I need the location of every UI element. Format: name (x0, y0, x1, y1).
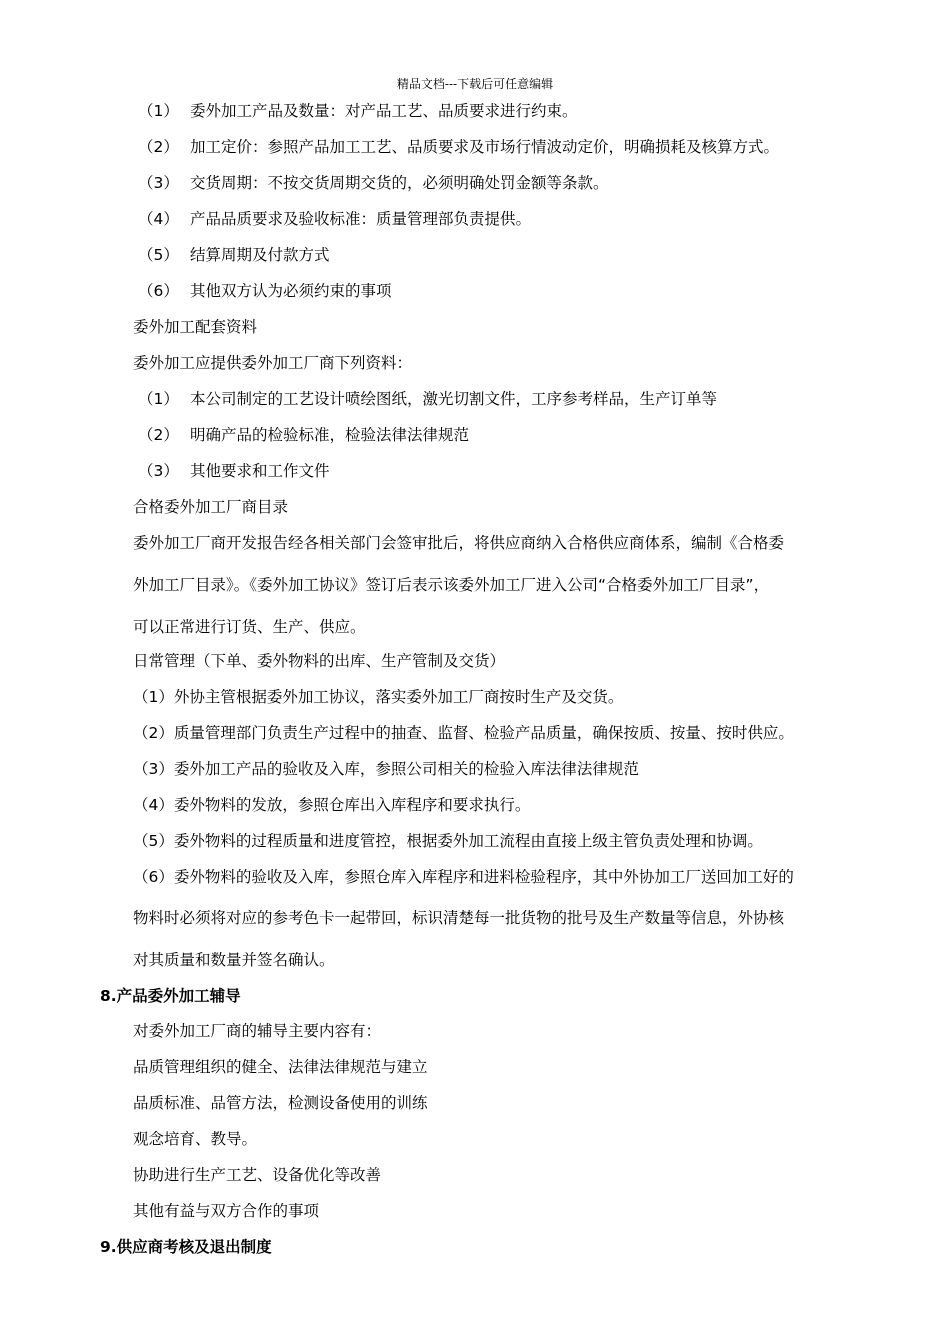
contract-item-text: 加工定价：参照产品加工工艺、品质要求及市场行情波动定价，明确损耗及核算方式。 (190, 138, 780, 156)
section-8-item: 品质管理组织的健全、法律法律规范与建立 (133, 1058, 428, 1076)
materials-item-number: （3） (138, 462, 179, 480)
directory-paragraph-line: 可以正常进行订货、生产、供应。 (133, 618, 366, 636)
materials-title: 委外加工配套资料 (133, 318, 258, 336)
materials-item-text: 其他要求和工作文件 (190, 462, 330, 480)
materials-item-text: 本公司制定的工艺设计喷绘图纸，激光切割文件，工序参考样品，生产订单等 (190, 390, 718, 408)
materials-item-number: （2） (138, 426, 179, 444)
daily-management-title: 日常管理（下单、委外物料的出库、生产管制及交货） (133, 652, 506, 670)
daily-item: （2）质量管理部门负责生产过程中的抽查、监督、检验产品质量，确保按质、按量、按时供应。 (133, 724, 794, 742)
contract-item-number: （5） (138, 246, 179, 264)
contract-item-number: （3） (138, 174, 179, 192)
materials-item-number: （1） (138, 390, 179, 408)
section-8-item: 其他有益与双方合作的事项 (133, 1202, 320, 1220)
section-9-heading: 9.供应商考核及退出制度 (100, 1238, 272, 1256)
directory-paragraph-line: 委外加工厂商开发报告经各相关部门会签审批后，将供应商纳入合格供应商体系，编制《合格委 (133, 534, 785, 552)
section-8-item: 品质标准、品管方法，检测设备使用的训练 (133, 1094, 428, 1112)
contract-item-text: 产品品质要求及验收标准：质量管理部负责提供。 (190, 210, 532, 228)
section-8-intro: 对委外加工厂商的辅导主要内容有： (133, 1022, 382, 1040)
section-8-heading: 8.产品委外加工辅导 (100, 987, 241, 1005)
contract-item-number: （1） (138, 102, 179, 120)
daily-item: （1）外协主管根据委外加工协议，落实委外加工厂商按时生产及交货。 (133, 688, 624, 706)
daily-item: （4）委外物料的发放，参照仓库出入库程序和要求执行。 (133, 796, 531, 814)
section-8-item: 观念培育、教导。 (133, 1130, 258, 1148)
contract-item-text: 结算周期及付款方式 (190, 246, 330, 264)
daily-item-6-line: 物料时必须将对应的参考色卡一起带回，标识清楚每一批货物的批号及生产数量等信息，外协核 (133, 909, 785, 927)
directory-title: 合格委外加工厂商目录 (133, 498, 289, 516)
daily-item-6-line: 对其质量和数量并签名确认。 (133, 951, 335, 969)
directory-paragraph-line: 外加工厂目录》。《委外加工协议》签订后表示该委外加工厂进入公司“合格委外加工厂目录”， (133, 576, 770, 594)
daily-item: （5）委外物料的过程质量和进度管控，根据委外加工流程由直接上级主管负责处理和协调。 (133, 832, 763, 850)
materials-intro: 委外加工应提供委外加工厂商下列资料： (133, 354, 413, 372)
contract-item-number: （2） (138, 138, 179, 156)
contract-item-text: 其他双方认为必须约束的事项 (190, 282, 392, 300)
page-header: 精品文档---下载后可任意编辑 (396, 77, 554, 91)
contract-item-text: 交货周期：不按交货周期交货的，必须明确处罚金额等条款。 (190, 174, 609, 192)
contract-item-number: （6） (138, 282, 179, 300)
daily-item-6-line: （6）委外物料的验收及入库，参照仓库入库程序和进料检验程序，其中外协加工厂送回加工好的 (133, 868, 794, 886)
daily-item: （3）委外加工产品的验收及入库，参照公司相关的检验入库法律法律规范 (133, 760, 639, 778)
contract-item-number: （4） (138, 210, 179, 228)
materials-item-text: 明确产品的检验标准，检验法律法律规范 (190, 426, 470, 444)
section-8-item: 协助进行生产工艺、设备优化等改善 (133, 1166, 382, 1184)
contract-item-text: 委外加工产品及数量：对产品工艺、品质要求进行约束。 (190, 102, 578, 120)
